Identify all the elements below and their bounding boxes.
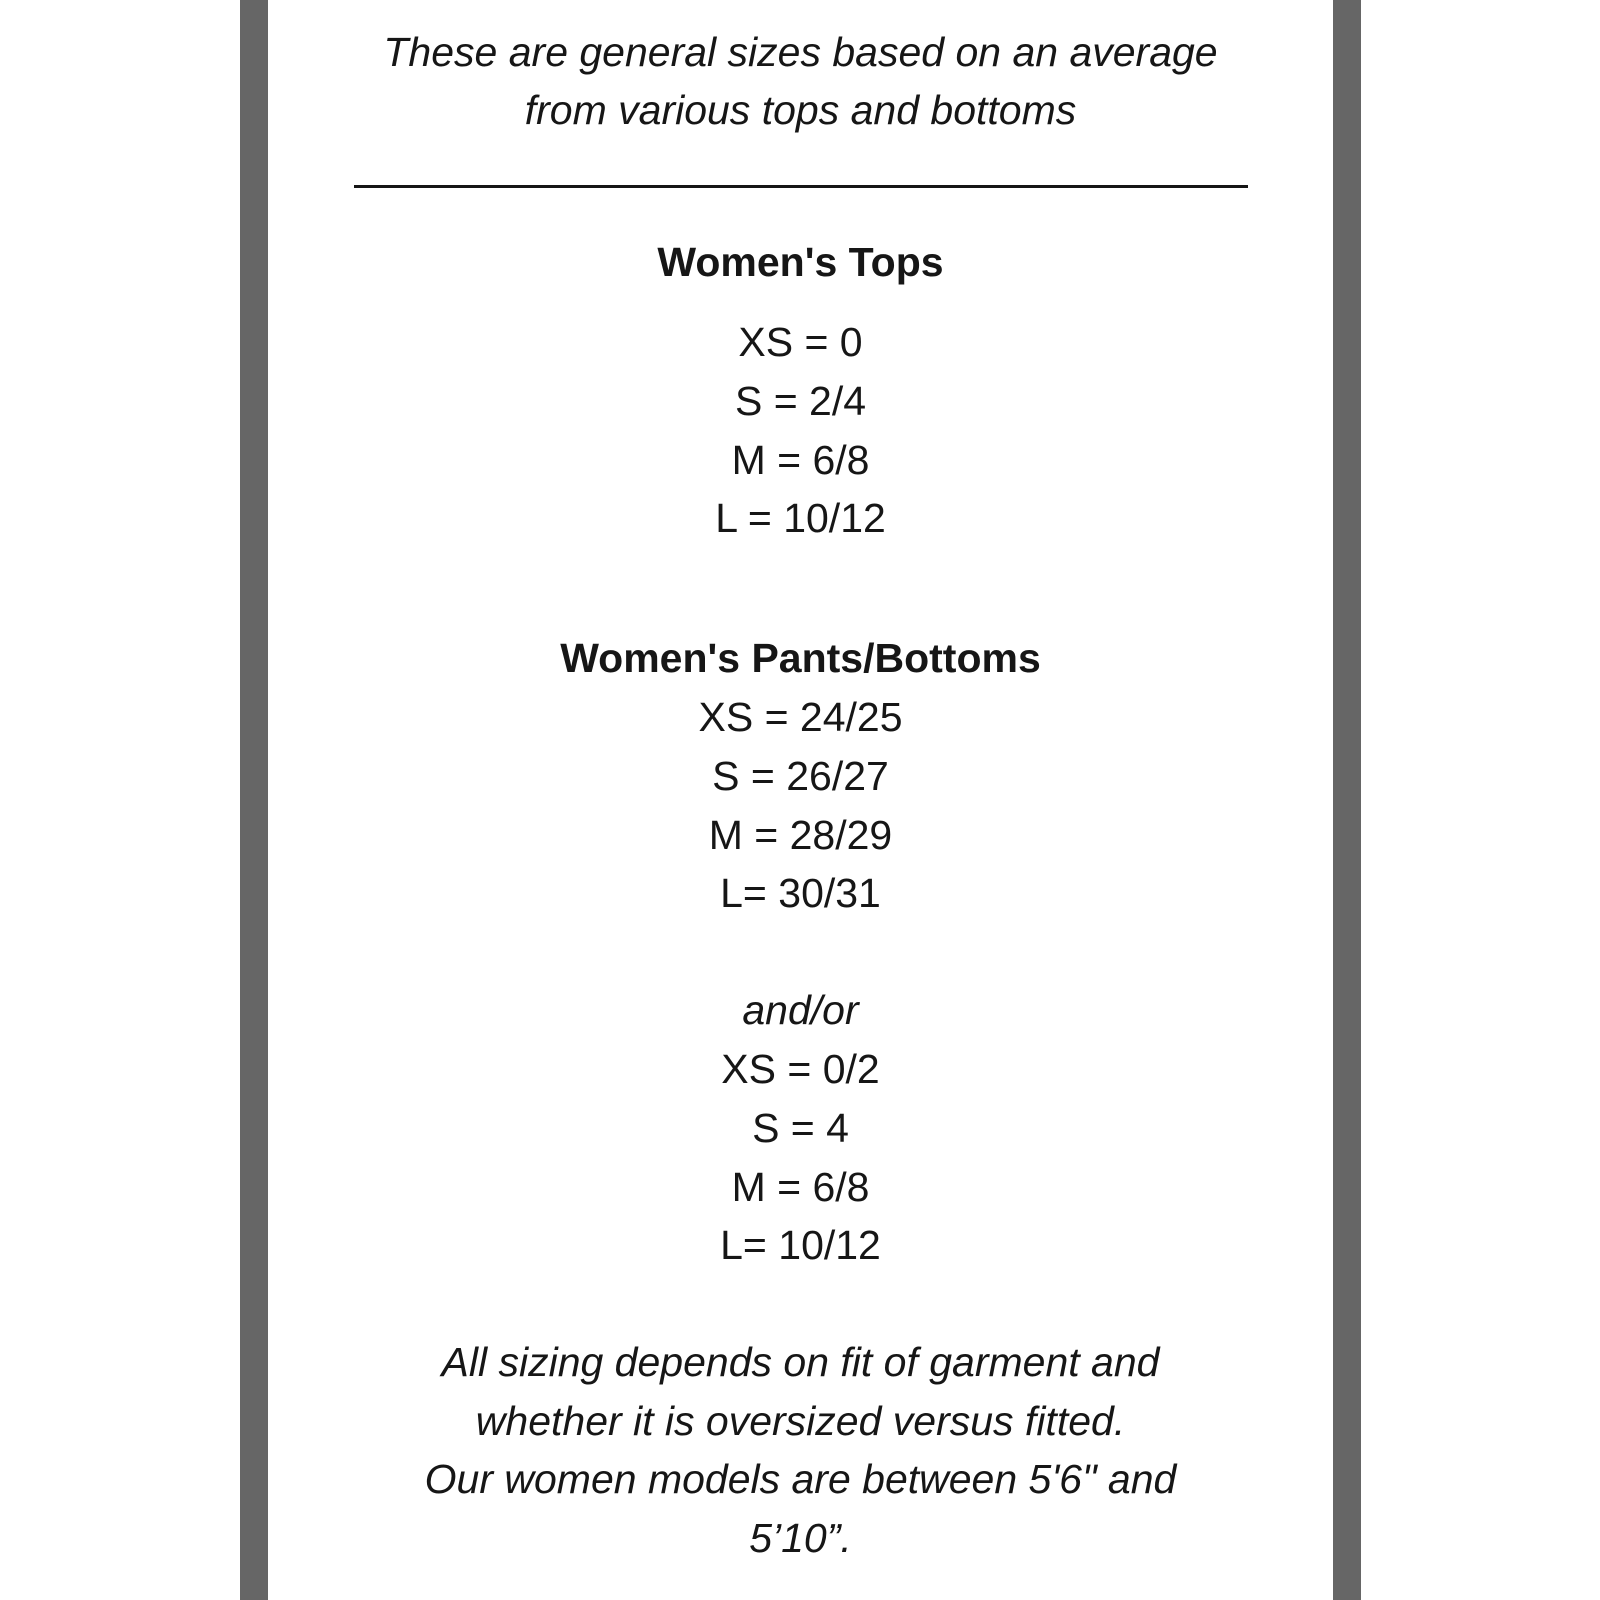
intro-line-1: These are general sizes based on an average <box>383 29 1218 75</box>
tops-size-row: S = 2/4 <box>734 378 867 424</box>
intro-line-2: from various tops and bottoms <box>524 87 1077 133</box>
left-border-bar <box>240 0 268 1600</box>
section-divider <box>354 185 1248 188</box>
size-guide-content <box>268 0 1333 1600</box>
alternate-size-row: XS = 0/2 <box>721 1046 880 1092</box>
footer-note-line-1: All sizing depends on fit of garment and <box>441 1339 1160 1385</box>
tops-size-row: L = 10/12 <box>715 495 886 541</box>
tops-heading: Women's Tops <box>657 239 944 285</box>
tops-size-row: XS = 0 <box>738 319 863 365</box>
alternate-label: and/or <box>742 987 859 1033</box>
bottoms-size-row: M = 28/29 <box>708 812 893 858</box>
bottoms-heading: Women's Pants/Bottoms <box>560 635 1041 681</box>
alternate-size-row: L= 10/12 <box>720 1222 881 1268</box>
bottoms-size-row: L= 30/31 <box>720 870 881 916</box>
bottoms-size-row: XS = 24/25 <box>698 694 903 740</box>
alternate-size-row: M = 6/8 <box>731 1164 870 1210</box>
footer-note-line-2: whether it is oversized versus fitted. <box>475 1398 1126 1444</box>
footer-note-line-3: Our women models are between 5'6" and <box>424 1456 1177 1502</box>
tops-size-row: M = 6/8 <box>731 437 870 483</box>
alternate-size-row: S = 4 <box>752 1105 849 1151</box>
right-border-bar <box>1333 0 1361 1600</box>
footer-note-line-4: 5’10”. <box>749 1515 852 1561</box>
bottoms-size-row: S = 26/27 <box>712 753 889 799</box>
